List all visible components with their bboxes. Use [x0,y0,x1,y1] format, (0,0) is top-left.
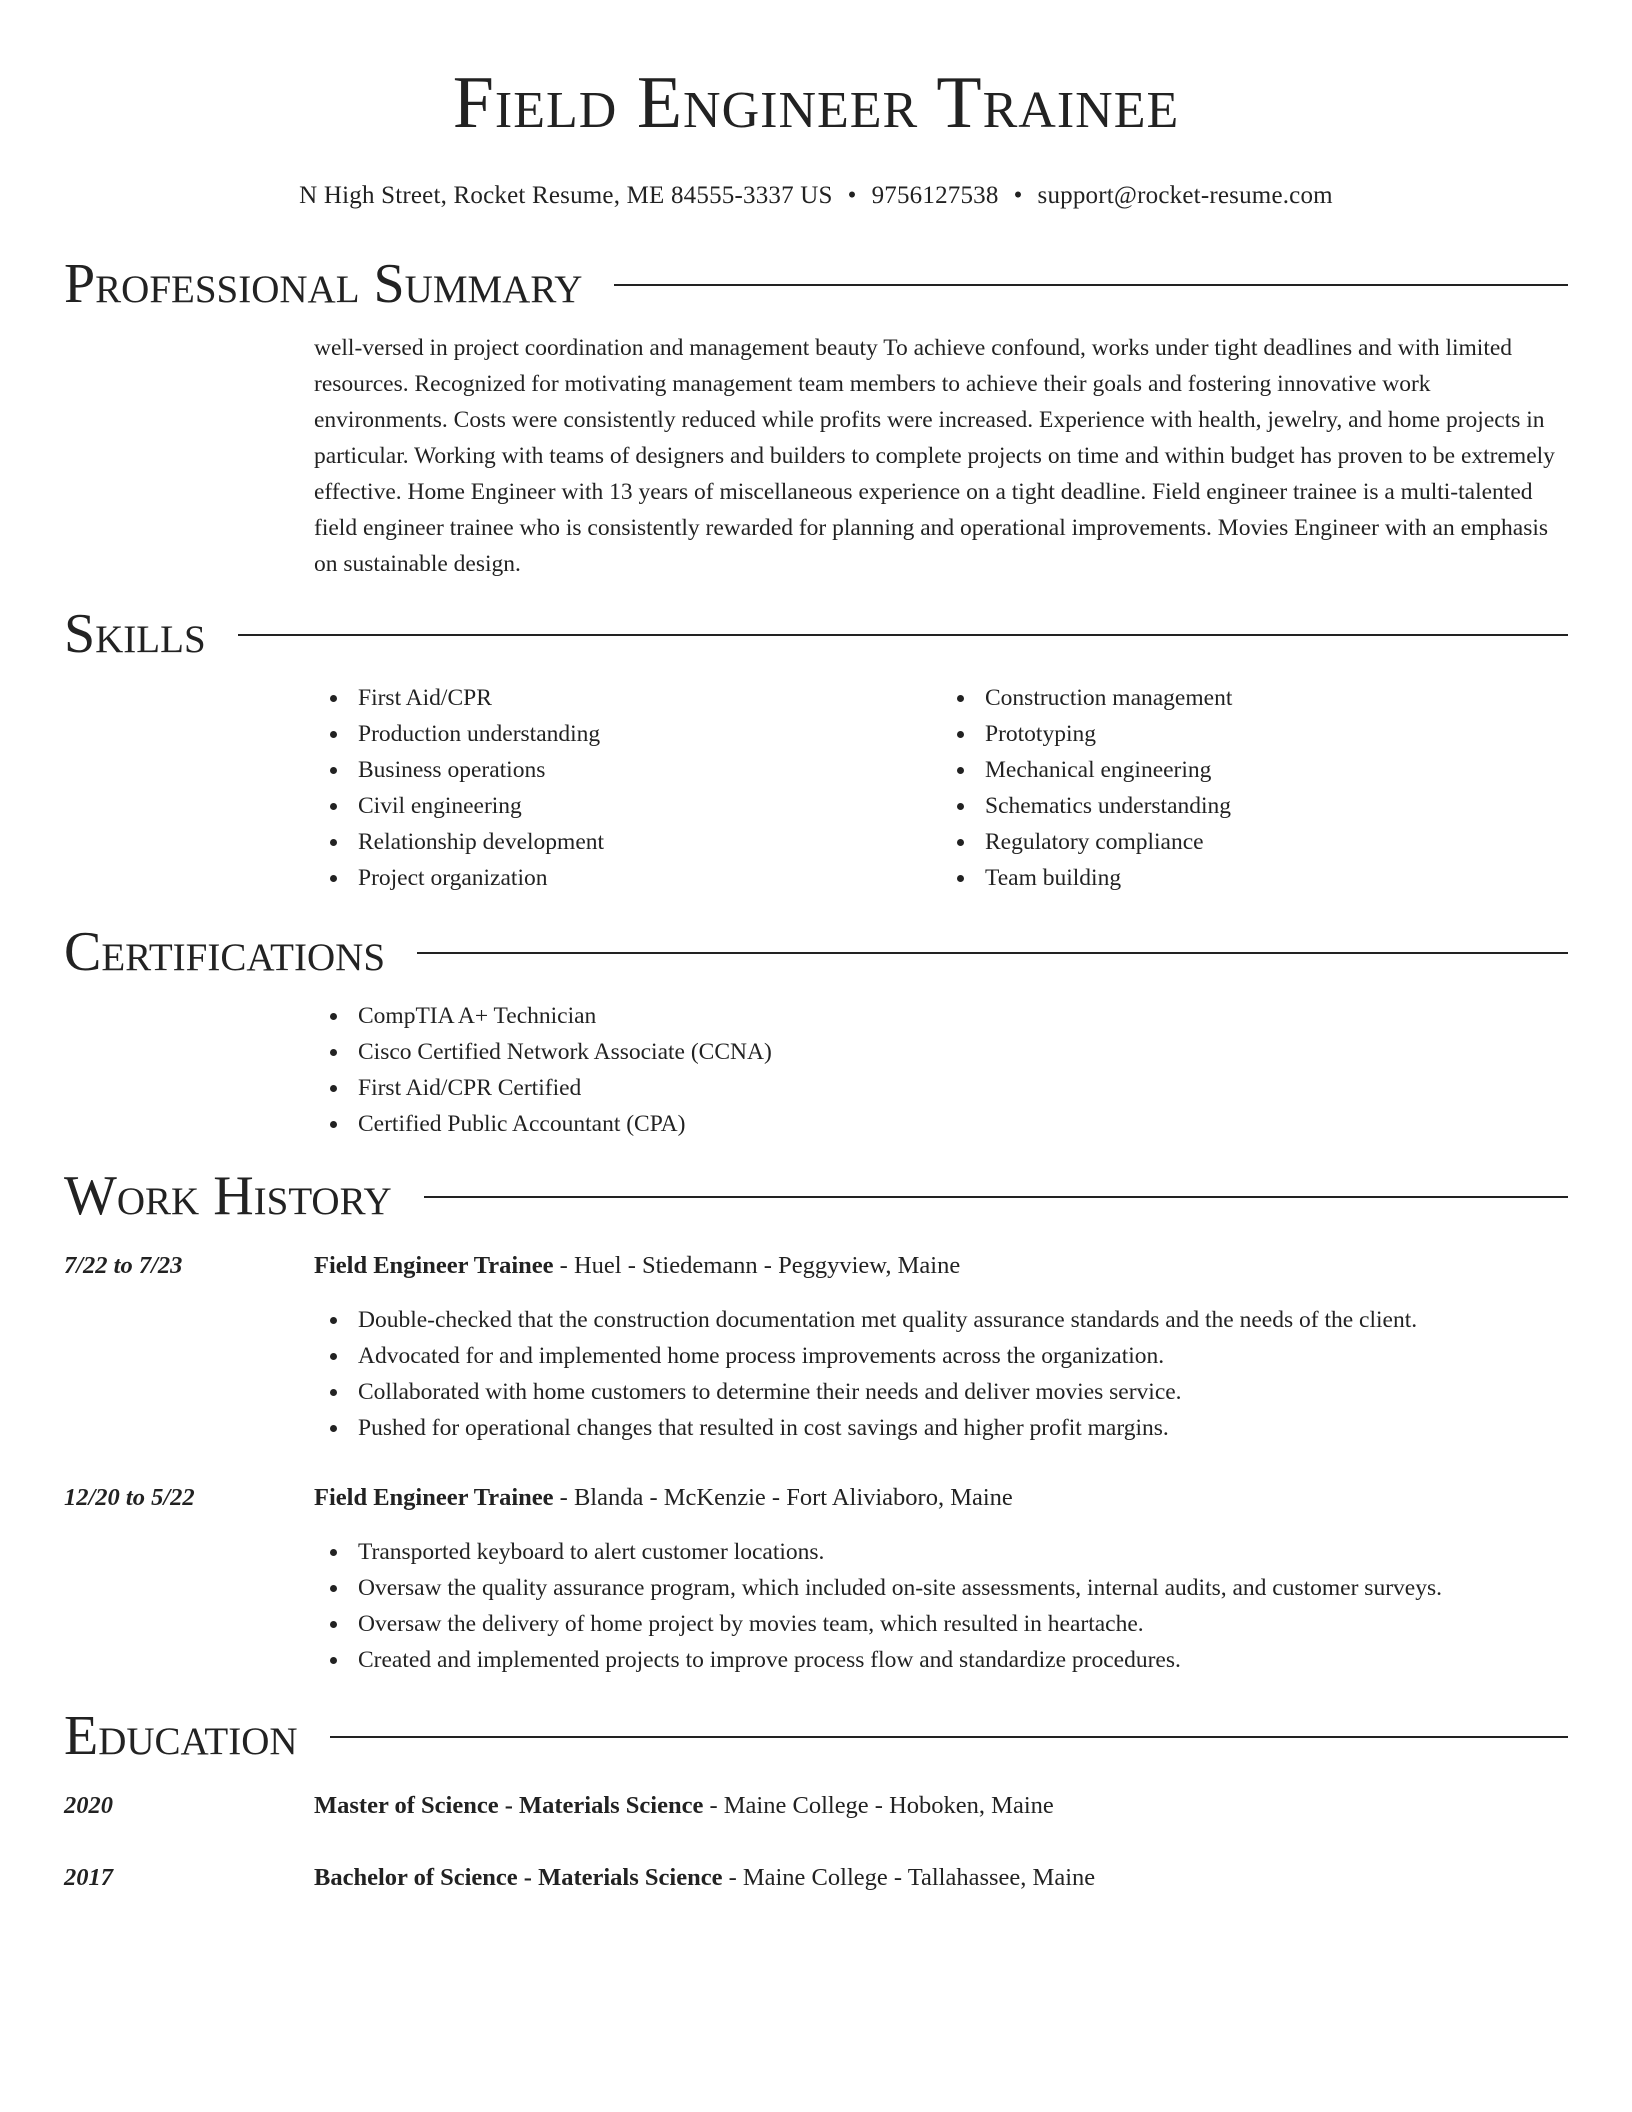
job-description [314,1248,960,1284]
job-dates: 12/20 to 5/22 [64,1484,195,1511]
education-degree: Bachelor of Science - Materials Science [314,1864,723,1891]
job-dates: 7/22 to 7/23 [64,1252,183,1279]
certification-item: CompTIA A+ Technician [358,998,1568,1034]
skill-item: Business operations [358,752,941,788]
certifications-section-header [64,920,1568,984]
contact-line [64,180,1568,212]
education-row [64,1860,1568,1896]
job-details: - Blanda - McKenzie - Fort Aliviaboro, Maine [553,1484,1013,1511]
skill-item: Project organization [358,860,941,896]
skill-item: Mechanical engineering [985,752,1568,788]
education-section-header [64,1704,1568,1768]
skill-item: Civil engineering [358,788,941,824]
education-degree: Master of Science - Materials Science [314,1792,704,1819]
skills-column-left [314,680,941,896]
job-header [64,1480,1568,1516]
certification-item: Cisco Certified Network Associate (CCNA) [358,1034,1568,1070]
skill-item: Production understanding [358,716,941,752]
summary-title: Professional Summary [64,253,583,315]
certifications-list [314,998,1568,1142]
summary-section-header [64,252,1568,316]
skill-item: Construction management [985,680,1568,716]
job-description [314,1480,1013,1516]
education-description [314,1788,1054,1824]
section-divider [417,952,1568,954]
education-title: Education [64,1705,298,1767]
job-details: - Huel - Stiedemann - Peggyview, Maine [553,1252,961,1279]
work-section-header [64,1164,1568,1228]
skills-column-right [941,680,1568,896]
education-year: 2017 [64,1864,113,1891]
skill-item: First Aid/CPR [358,680,941,716]
job-bullets [314,1534,1568,1678]
job-bullet: Advocated for and implemented home process improvements across the organization. [358,1338,1568,1374]
skill-item: Regulatory compliance [985,824,1568,860]
job-bullets [314,1302,1568,1446]
education-description [314,1860,1095,1896]
education-details: - Maine College - Tallahassee, Maine [722,1864,1096,1891]
contact-phone: 9756127538 [871,182,999,209]
job-bullet: Oversaw the delivery of home project by movies team, which resulted in heartache. [358,1606,1568,1642]
section-divider [614,284,1568,286]
summary-text: well-versed in project coordination and management beauty To achieve confound, works under tight deadlines and with limited resources. Recognized for motivating management team members to achieve their goals and fostering innovative work environments. Costs were consistently reduced while profits were increased. Experience with health, jewelry, and home projects in particular. Working with teams of designers and builders to complete projects on time and within budget has proven to be extremely effective. Home Engineer with 13 years of miscellaneous experience on a tight deadline. Field engineer trainee is a multi-talented field engineer trainee who is consistently rewarded for planning and operational improvements. Movies Engineer with an emphasis on sustainable design. [314,335,1555,577]
job-bullet-list [314,1302,1568,1446]
certification-item: First Aid/CPR Certified [358,1070,1568,1106]
skill-item: Team building [985,860,1568,896]
job-bullet: Collaborated with home customers to determine their needs and deliver movies service. [358,1374,1568,1410]
education-year: 2020 [64,1792,113,1819]
certifications-content [314,998,1568,1142]
candidate-name: Field Engineer Trainee [452,62,1180,144]
certification-item: Certified Public Accountant (CPA) [358,1106,1568,1142]
section-divider [424,1196,1568,1198]
job-bullet: Transported keyboard to alert customer locations. [358,1534,1568,1570]
contact-separator: • [1013,182,1023,209]
section-divider [238,634,1568,636]
skills-section-header [64,602,1568,666]
summary-content [314,330,1568,582]
skill-item: Schematics understanding [985,788,1568,824]
job-bullet-list [314,1534,1568,1678]
section-divider [330,1736,1568,1738]
education-details: - Maine College - Hoboken, Maine [703,1792,1054,1819]
skill-item: Prototyping [985,716,1568,752]
job-role: Field Engineer Trainee [314,1252,554,1279]
skill-item: Relationship development [358,824,941,860]
skills-list [314,680,1568,896]
education-entry [64,1788,1568,1824]
education-entry [64,1860,1568,1896]
certifications-title: Certifications [64,921,386,983]
work-title: Work History [64,1165,392,1227]
contact-address: N High Street, Rocket Resume, ME 84555-3337 US [299,182,833,209]
job-entry [64,1248,1568,1446]
skills-title: Skills [64,603,206,665]
job-bullet: Pushed for operational changes that resulted in cost savings and higher profit margins. [358,1410,1568,1446]
contact-email: support@rocket-resume.com [1037,182,1333,209]
contact-separator: • [847,182,857,209]
job-bullet: Created and implemented projects to improve process flow and standardize procedures. [358,1642,1568,1678]
education-row [64,1788,1568,1824]
job-header [64,1248,1568,1284]
job-entry [64,1480,1568,1678]
job-bullet: Double-checked that the construction documentation met quality assurance standards and the needs of the client. [358,1302,1568,1338]
job-bullet: Oversaw the quality assurance program, which included on-site assessments, internal audits, and customer surveys. [358,1570,1568,1606]
job-role: Field Engineer Trainee [314,1484,554,1511]
